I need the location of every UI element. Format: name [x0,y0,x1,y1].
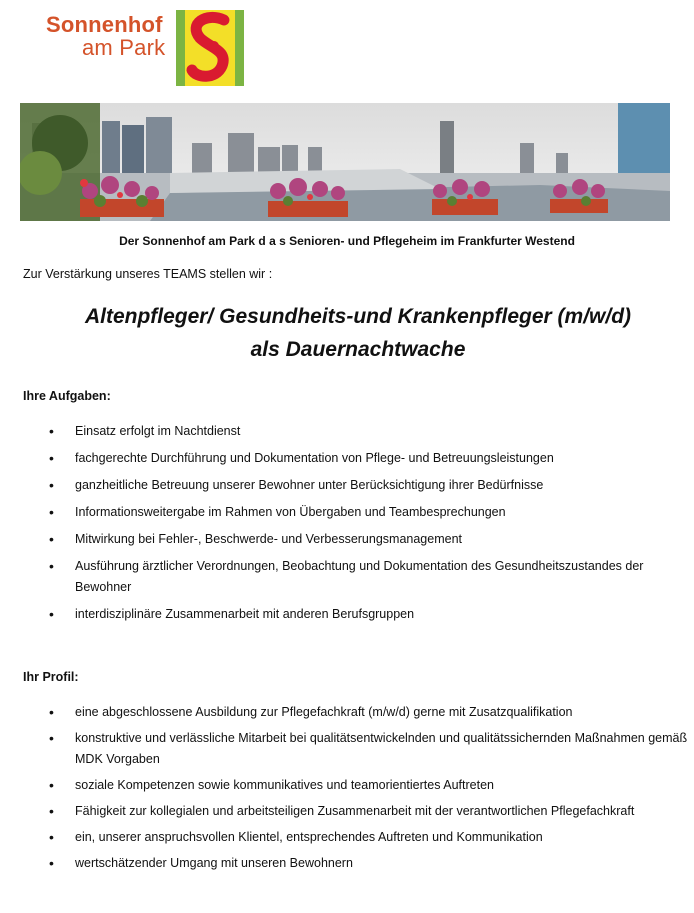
subtitle: Der Sonnenhof am Park d a s Senioren- und Pflegeheim im Frankfurter Westend [119,234,575,248]
intro-text: Zur Verstärkung unseres TEAMS stellen wir : [23,267,273,281]
logo-s-icon [176,10,244,86]
job-title-line1: Altenpfleger/ Gesundheits-und Krankenpfleger (m/w/d) [84,305,632,328]
profile-heading: Ihr Profil: [23,670,79,684]
job-title-line2: als Dauernachtwache [250,338,466,361]
list-item: • Fähigkeit zur kollegialen und arbeitsteiligen Zusammenarbeit mit der verantwortlichen Pflegefachkraft [0,801,694,822]
list-item: • Ausführung ärztlicher Verordnungen, Beobachtung und Dokumentation des Gesundheitszustandes der Bewohner [0,556,694,598]
list-item: • Einsatz erfolgt im Nachtdienst [0,421,694,442]
profile-list [0,702,694,879]
logo [46,8,246,86]
skyline-photo [20,103,670,221]
tasks-list [0,421,694,631]
list-item: • eine abgeschlossene Ausbildung zur Pflegefachkraft (m/w/d) gerne mit Zusatzqualifikation [0,702,694,723]
city-skyline-balcony-photo [20,103,670,221]
logo-text-line2: am Park [82,35,166,60]
list-item: • fachgerechte Durchführung und Dokumentation von Pflege- und Betreuungsleistungen [0,448,694,469]
list-item: • ganzheitliche Betreuung unserer Bewohner unter Berücksichtigung ihrer Bedürfnisse [0,475,694,496]
tasks-heading: Ihre Aufgaben: [23,389,111,403]
logo-text-line1: Sonnenhof [46,12,163,37]
list-item: • konstruktive und verlässliche Mitarbeit bei qualitätsentwickelnden und qualitätssichernden Maßnahmen gemäß MDK Vorgaben [0,728,694,770]
list-item: • ein, unserer anspruchsvollen Klientel, entsprechendes Auftreten und Kommunikation [0,827,694,848]
list-item: • interdisziplinäre Zusammenarbeit mit anderen Berufsgruppen [0,604,694,625]
list-item: • Informationsweitergabe im Rahmen von Übergaben und Teambesprechungen [0,502,694,523]
list-item: • soziale Kompetenzen sowie kommunikatives und teamorientiertes Auftreten [0,775,694,796]
list-item: • wertschätzender Umgang mit unseren Bewohnern [0,853,694,874]
list-item: • Mitwirkung bei Fehler-, Beschwerde- und Verbesserungsmanagement [0,529,694,550]
